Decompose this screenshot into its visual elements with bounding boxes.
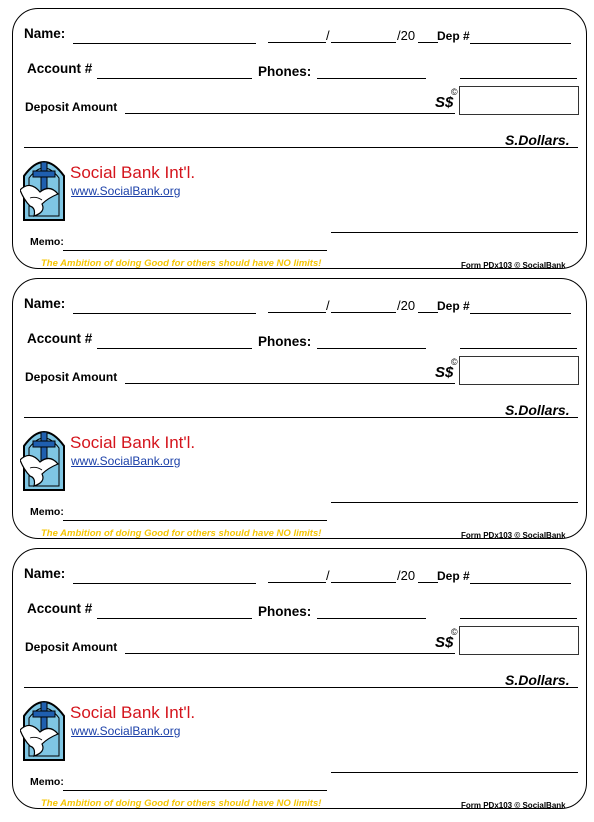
copyright-mark: © — [451, 627, 458, 637]
account-label: Account # — [27, 61, 93, 76]
account-field[interactable] — [97, 618, 252, 619]
date-day-field[interactable] — [268, 42, 326, 43]
motto-text: The Ambition of doing Good for others should have NO limits! — [41, 258, 322, 269]
church-window-dove-cross-icon — [20, 420, 68, 492]
copyright-mark: © — [451, 357, 458, 367]
date-separator: / — [326, 298, 330, 313]
dep-number-field[interactable] — [470, 313, 571, 314]
church-window-dove-cross-icon — [20, 150, 68, 222]
dep-number-field[interactable] — [470, 583, 571, 584]
date-separator: / — [326, 28, 330, 43]
date-day-field[interactable] — [268, 312, 326, 313]
amount-box[interactable] — [459, 626, 579, 655]
name-field[interactable] — [73, 313, 256, 314]
bank-url-link[interactable]: www.SocialBank.org — [71, 454, 181, 468]
deposit-amount-label: Deposit Amount — [25, 100, 118, 114]
name-field[interactable] — [73, 43, 256, 44]
date-year-field[interactable] — [418, 582, 438, 583]
phones-label: Phones: — [258, 604, 312, 619]
sdollars-rule — [24, 687, 578, 688]
sdollars-rule — [24, 147, 578, 148]
currency-symbol: S$ — [435, 94, 454, 111]
phones-field[interactable] — [317, 78, 426, 79]
dep-number-label: Dep # — [437, 569, 470, 583]
form-code: Form PDx103 © SocialBank — [461, 801, 566, 810]
account-field[interactable] — [97, 348, 252, 349]
memo-field[interactable] — [63, 250, 327, 251]
form-code: Form PDx103 © SocialBank — [461, 261, 566, 270]
motto-text: The Ambition of doing Good for others should have NO limits! — [41, 528, 322, 539]
memo-field[interactable] — [63, 790, 327, 791]
date-separator: / — [326, 568, 330, 583]
bank-url-link[interactable]: www.SocialBank.org — [71, 184, 181, 198]
date-year-field[interactable] — [418, 42, 438, 43]
sdollars-label: S.Dollars. — [505, 672, 570, 688]
phones-label: Phones: — [258, 64, 312, 79]
account-label: Account # — [27, 601, 93, 616]
bank-name: Social Bank Int'l. — [70, 433, 196, 452]
currency-symbol: S$ — [435, 364, 454, 381]
date-year-prefix: /20 — [397, 298, 416, 313]
copyright-mark: © — [451, 87, 458, 97]
church-window-dove-cross-icon — [20, 690, 68, 762]
memo-label: Memo: — [30, 236, 64, 248]
deposit-slip-1 — [12, 8, 587, 269]
deposit-slip-2 — [12, 278, 587, 539]
date-month-field[interactable] — [331, 312, 396, 313]
deposit-amount-words-field[interactable] — [125, 383, 455, 384]
sdollars-label: S.Dollars. — [505, 402, 570, 418]
date-day-field[interactable] — [268, 582, 326, 583]
dep-number-label: Dep # — [437, 299, 470, 313]
deposit-amount-label: Deposit Amount — [25, 640, 118, 654]
phones-label: Phones: — [258, 334, 312, 349]
signature-field[interactable] — [331, 232, 578, 233]
sdollars-label: S.Dollars. — [505, 132, 570, 148]
amount-box[interactable] — [459, 356, 579, 385]
deposit-amount-words-field[interactable] — [125, 113, 455, 114]
date-month-field[interactable] — [331, 582, 396, 583]
currency-symbol: S$ — [435, 634, 454, 651]
form-code: Form PDx103 © SocialBank — [461, 531, 566, 540]
deposit-slip-3 — [12, 548, 587, 809]
name-label: Name: — [24, 26, 66, 41]
phones-field-2[interactable] — [460, 348, 577, 349]
dep-number-label: Dep # — [437, 29, 470, 43]
memo-label: Memo: — [30, 776, 64, 788]
phones-field[interactable] — [317, 618, 426, 619]
deposit-amount-words-field[interactable] — [125, 653, 455, 654]
date-year-prefix: /20 — [397, 28, 416, 43]
phones-field[interactable] — [317, 348, 426, 349]
phones-field-2[interactable] — [460, 78, 577, 79]
bank-url-link[interactable]: www.SocialBank.org — [71, 724, 181, 738]
memo-field[interactable] — [63, 520, 327, 521]
bank-name: Social Bank Int'l. — [70, 163, 196, 182]
amount-box[interactable] — [459, 86, 579, 115]
deposit-amount-label: Deposit Amount — [25, 370, 118, 384]
date-year-prefix: /20 — [397, 568, 416, 583]
bank-name: Social Bank Int'l. — [70, 703, 196, 722]
account-field[interactable] — [97, 78, 252, 79]
name-label: Name: — [24, 296, 66, 311]
account-label: Account # — [27, 331, 93, 346]
sdollars-rule — [24, 417, 578, 418]
dep-number-field[interactable] — [470, 43, 571, 44]
name-field[interactable] — [73, 583, 256, 584]
phones-field-2[interactable] — [460, 618, 577, 619]
motto-text: The Ambition of doing Good for others should have NO limits! — [41, 798, 322, 809]
name-label: Name: — [24, 566, 66, 581]
signature-field[interactable] — [331, 772, 578, 773]
date-month-field[interactable] — [331, 42, 396, 43]
signature-field[interactable] — [331, 502, 578, 503]
date-year-field[interactable] — [418, 312, 438, 313]
memo-label: Memo: — [30, 506, 64, 518]
